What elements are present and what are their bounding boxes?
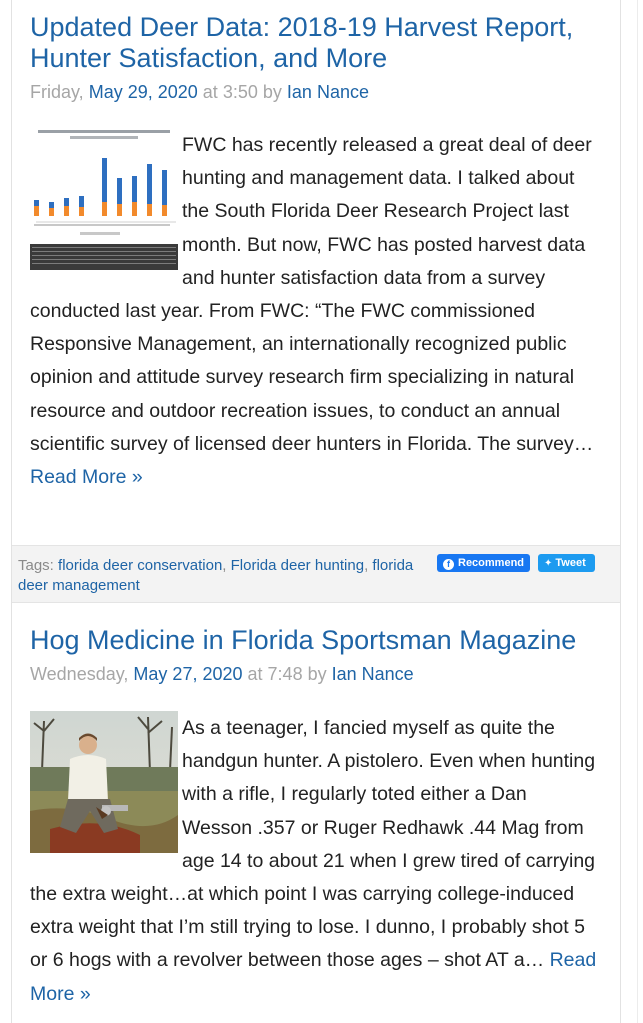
- post-at: at: [202, 82, 218, 102]
- post-title-link[interactable]: Updated Deer Data: 2018-19 Harvest Report, Hunter Satisfaction, and More: [30, 12, 574, 73]
- thumbnail-spacer: [30, 129, 182, 291]
- post-excerpt-text: As a teenager, I fancied myself as quite the handgun hunter. A pistolero. Even when hunting with a rifle, I regularly toted either a Dan Wesson .357 or Ruger Redhawk .44 Mag from age 14 to about 21 when I grew tired of carrying the extra weight…at which point I was carrying college-induced extra weight that I’m still trying to lose. I dunno, I probably shot 5 or 6 hogs with a revolver between those ages – shot AT a…: [30, 717, 596, 972]
- facebook-recommend-button[interactable]: [437, 554, 530, 572]
- post-excerpt-text: FWC has recently released a great deal of deer hunting and management data. I talked about the South Florida Deer Research Project last month. But now, FWC has posted harvest data and hunter satisfaction data from a survey conducted last year. From FWC: “The FWC commissioned Responsive Management, an internationally recognized public opinion and attitude survey research firm specializing in natural resource and outdoor recreation issues, to conduct an annual scientific survey of licensed deer hunters in Florida. The survey…: [30, 134, 594, 455]
- post-excerpt: [30, 129, 602, 494]
- post-author-link[interactable]: Ian Nance: [286, 82, 369, 102]
- post-at: at: [247, 664, 263, 684]
- tag-link-florida-deer-hunting[interactable]: Florida deer hunting: [230, 557, 365, 574]
- twitter-bird-icon: ✦: [544, 558, 553, 569]
- tag-list: [18, 556, 418, 596]
- post-meta: [30, 664, 414, 685]
- post-date-link[interactable]: May 29, 2020: [88, 82, 198, 102]
- sidebar-border: [637, 0, 638, 1023]
- post-day: Friday,: [30, 82, 84, 102]
- tag-separator: ,: [222, 557, 227, 574]
- read-more-link[interactable]: Read More »: [30, 949, 597, 1005]
- tags-label: Tags:: [18, 557, 54, 574]
- post-day: Wednesday,: [30, 664, 129, 684]
- post-title-link[interactable]: Hog Medicine in Florida Sportsman Magazine: [30, 625, 577, 655]
- content-border-right: [620, 0, 621, 1023]
- content-border-left: [11, 0, 12, 1023]
- tweet-button[interactable]: [538, 554, 595, 572]
- thumbnail-spacer: [30, 712, 182, 874]
- recommend-label: Recommend: [458, 557, 525, 569]
- post-date-link[interactable]: May 27, 2020: [133, 664, 243, 684]
- post-time: 7:48: [267, 664, 303, 684]
- post-footer-tag-bar: [12, 545, 620, 603]
- facebook-icon: f: [443, 559, 454, 570]
- read-more-link[interactable]: Read More »: [30, 466, 143, 489]
- post-title[interactable]: [30, 625, 610, 656]
- tag-separator: ,: [364, 557, 369, 574]
- post-meta: [30, 82, 369, 103]
- tag-link-florida-deer-management[interactable]: florida deer management: [18, 557, 414, 594]
- tag-link-florida-deer-conservation[interactable]: florida deer conservation: [58, 557, 223, 574]
- post-by: by: [307, 664, 327, 684]
- post-author-link[interactable]: Ian Nance: [331, 664, 414, 684]
- tweet-label: Tweet: [555, 557, 586, 569]
- post-time: 3:50: [222, 82, 258, 102]
- post-by: by: [262, 82, 282, 102]
- post-title[interactable]: [30, 12, 610, 74]
- post-excerpt: [30, 712, 602, 1011]
